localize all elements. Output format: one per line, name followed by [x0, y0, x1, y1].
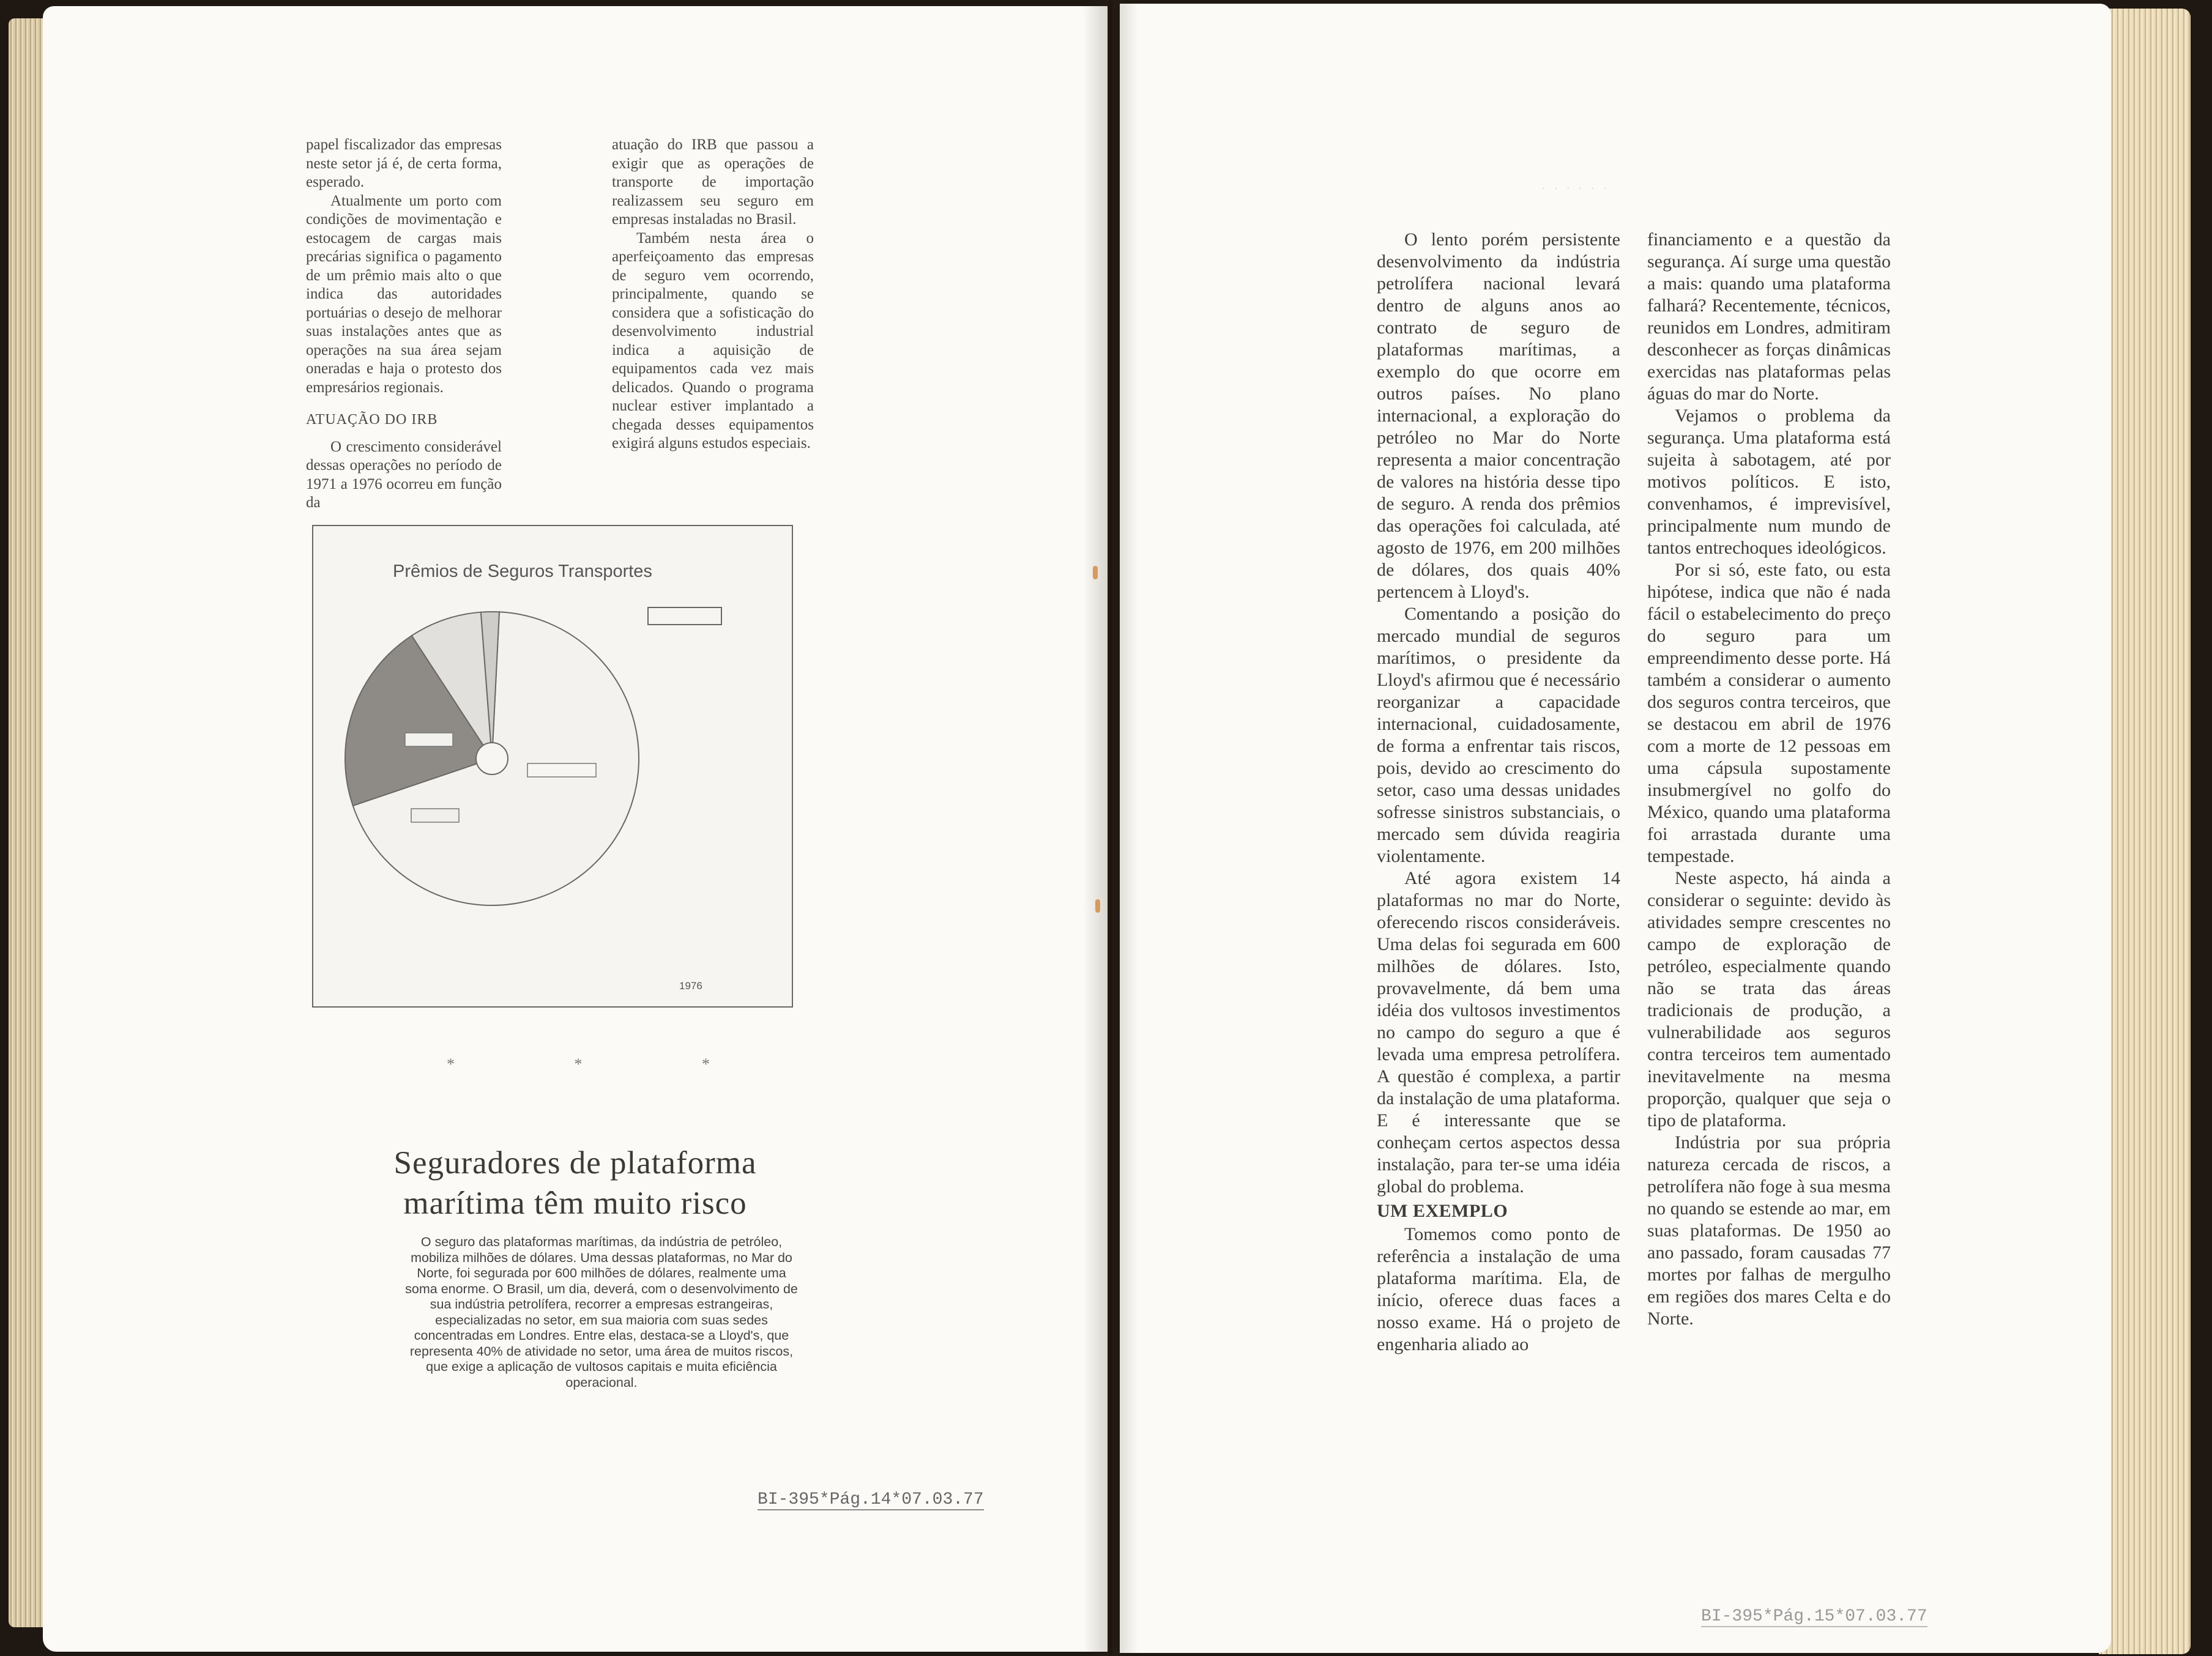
section-heading: ATUAÇÃO DO IRB	[306, 412, 438, 428]
book-gutter	[1083, 0, 1138, 1656]
page-stain	[1095, 899, 1100, 913]
paragraph: Por si só, este fato, ou esta hipótese, indica que não é nada fácil o estabelecimento do preço do seguro para um empreendimento desse porte. Há também a considerar o aumento dos seguros contra terceiros, que se destacou em abril de 1976 com a morte de 12 pessoas em uma cápsula supostamente insubmergível no golfo do México, quando uma plataforma foi arrastada durante uma tempestade.	[1647, 560, 1891, 866]
page-stain	[1093, 566, 1098, 579]
pie-chart-figure	[312, 525, 793, 1008]
paragraph: atuação do IRB que passou a exigir que as operações de transporte de importação realizassem seu seguro em empresas instaladas no Brasil.	[612, 136, 814, 228]
headline-line: marítima têm muito risco	[403, 1186, 747, 1221]
article-headline	[343, 1143, 808, 1223]
right-column-1	[1377, 229, 1620, 1356]
section-heading: UM EXEMPLO	[1377, 1201, 1508, 1221]
paragraph: Vejamos o problema da segurança. Uma plataforma está sujeita à sabotagem, até por motivos políticos. E isto, convenhamos, é imprevisível, principalmente num mundo de tantos entrechoques ideológicos.	[1647, 406, 1891, 558]
pie-center-hole	[476, 743, 508, 774]
separator-star: *	[447, 1055, 455, 1073]
section-separator	[447, 1055, 710, 1074]
paragraph: O lento porém persistente desenvolvimento da indústria petrolífera nacional levará dentro de alguns anos ao contrato de seguro de plataformas marítimas, a exemplo do que ocorre em outros países. No plano internacional, a exploração do petróleo no Mar do Norte representa a maior concentração de valores na história desse tipo de seguro. A renda dos prêmios das operações foi calculada, até agosto de 1976, em 200 milhões de dólares, dos quais 40% pertencem à Lloyd's.	[1377, 229, 1620, 602]
pie-label-box	[527, 763, 596, 777]
article-summary: O seguro das plataformas marítimas, da indústria de petróleo, mobiliza milhões de dólares. Uma dessas plataformas, no Mar do Norte, foi segurada por 600 milhões de dólares, realmente uma soma enorme. O Brasil, um dia, deverá, com o desenvolvimento de sua indústria petrolífera, recorrer a empresas estrangeiras, especializadas no setor, em sua maioria com suas sedes concentradas em Londres. Entre elas, destaca-se a Lloyd's, que representa 40% de atividade no setor, uma área de muitos riscos, que exige a aplicação de vultosos capitais e muita eficiência operacional.	[405, 1235, 798, 1390]
separator-star: *	[574, 1055, 583, 1073]
pie-label-box	[405, 733, 453, 746]
chart-year: 1976	[679, 980, 702, 992]
headline-line: Seguradores de plataforma	[393, 1145, 757, 1181]
paragraph: Também nesta área o aperfeiçoamento das empresas de seguro vem ocorrendo, principalmente, quando se considera que a sofisticação do desenvolvimento industrial indica a aquisição de equipamentos cada vez mais delicados. Quando o programa nuclear estiver implantado a chegada desses equipamentos exigirá alguns estudos especiais.	[612, 229, 814, 451]
separator-star: *	[702, 1055, 710, 1073]
paragraph: O crescimento considerável dessas operações no período de 1971 a 1976 ocorreu em função da	[306, 438, 502, 511]
paragraph: papel fiscalizador das empresas neste setor já é, de certa forma, esperado.	[306, 136, 502, 190]
pie-label-box	[411, 809, 459, 822]
right-page-edges	[2099, 9, 2191, 1654]
right-column-2	[1647, 229, 1891, 1330]
left-column-2	[612, 136, 814, 453]
paragraph: Atualmente um porto com condições de movimentação e estocagem de cargas mais precárias significa o pagamento de um prêmio mais alto o que indica das autoridades portuárias o desejo de melhorar suas instalações antes que as operações na sua área sejam oneradas e haja o protesto dos empresários regionais.	[306, 192, 502, 396]
pie-chart	[313, 526, 792, 1006]
paragraph: Comentando a posição do mercado mundial de seguros marítimos, o presidente da Lloyd's afirmou que é necessário reorganizar a capacidade internacional, cuidadosamente, de forma a enfrentar tais riscos, pois, devido ao crescimento do setor, caso uma dessas unidades sofresse sinistros substanciais, o mercado sem dúvida reagiria violentamente.	[1377, 604, 1620, 866]
right-page	[1120, 4, 2111, 1653]
paragraph: Neste aspecto, há ainda a considerar o seguinte: devido às atividades sempre crescentes no campo de exploração de petróleo, especialmente quando não se trata das áreas tradicionais de produção, a vulnerabilidade aos seguros contra terceiros tem aumentado inevitavelmente na mesma proporção, qualquer que seja o tipo de plataforma.	[1647, 868, 1891, 1131]
chart-title: Prêmios de Seguros Transportes	[393, 562, 652, 581]
paragraph: financiamento e a questão da segurança. Aí surge uma questão a mais: quando uma plataforma falhará? Recentemente, técnicos, reunidos em Londres, admitiram desconhecer as forças dinâmicas exercidas nas plataformas pelas águas do mar do Norte.	[1647, 229, 1891, 404]
page-footer-right: BI-395*Pág.15*07.03.77	[1701, 1607, 1927, 1626]
left-column-1	[306, 136, 502, 513]
faint-marks: · · · · · ·	[1542, 185, 1611, 194]
page-footer-left: BI-395*Pág.14*07.03.77	[758, 1490, 984, 1509]
paragraph: Tomemos como ponto de referência a instalação de uma plataforma marítima. Ela, de início, oferece duas faces a nosso exame. Há o projeto de engenharia aliado ao	[1377, 1224, 1620, 1354]
paragraph: Indústria por sua própria natureza cercada de riscos, a petrolífera não foge à sua mesma no quando se estende ao mar, em suas plataformas. De 1950 ao ano passado, foram causadas 77 mortes por falhas de mergulho em regiões dos mares Celta e do Norte.	[1647, 1132, 1891, 1329]
paragraph: Até agora existem 14 plataformas no mar do Norte, oferecendo riscos consideráveis. Uma delas foi segurada em 600 milhões de dólares. Isto, provavelmente, dá bem uma idéia dos vultosos investimentos no campo do seguro a que é levada uma empresa petrolífera. A questão é complexa, a partir da instalação de uma plataforma. E é interessante que se conheçam certos aspectos dessa instalação, para ter-se uma idéia global do problema.	[1377, 868, 1620, 1197]
